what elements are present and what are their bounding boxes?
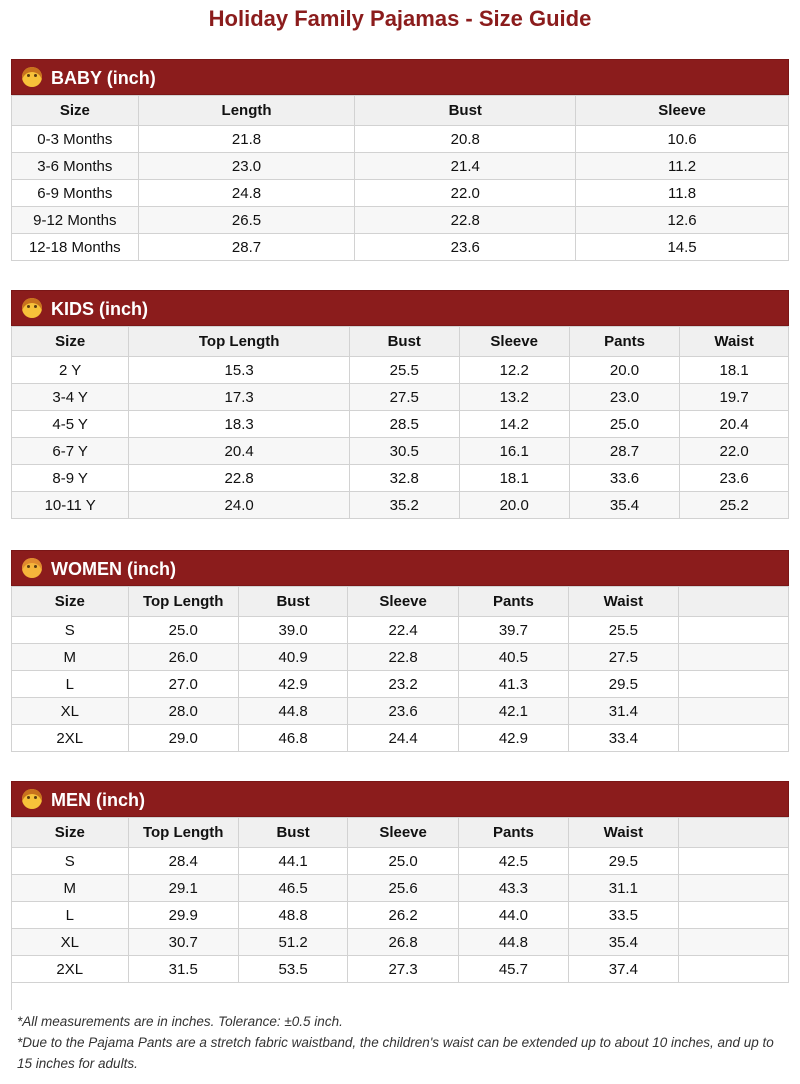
table-row <box>12 207 789 234</box>
measurement-cell: 22.0 <box>355 180 576 207</box>
measurement-cell: 23.2 <box>348 671 458 698</box>
measurement-cell: 11.8 <box>576 180 789 207</box>
measurement-cell: 46.5 <box>238 875 348 902</box>
size-cell: S <box>12 848 129 875</box>
table-row <box>12 644 789 671</box>
measurement-cell: 20.0 <box>569 357 679 384</box>
measurement-cell: 35.2 <box>349 492 459 519</box>
measurement-cell: 45.7 <box>458 956 568 983</box>
measurement-cell: 25.5 <box>349 357 459 384</box>
measurement-cell: 23.0 <box>138 153 355 180</box>
divider <box>11 940 12 1010</box>
measurement-cell: 25.5 <box>569 617 679 644</box>
measurement-cell: 23.0 <box>569 384 679 411</box>
measurement-cell: 23.6 <box>680 465 789 492</box>
size-cell: 2XL <box>12 956 129 983</box>
measurement-cell: 42.9 <box>238 671 348 698</box>
measurement-cell <box>678 698 788 725</box>
measurement-cell: 25.6 <box>348 875 458 902</box>
measurement-cell: 23.6 <box>348 698 458 725</box>
footnote: *Due to the Pajama Pants are a stretch fabric waistband, the children's waist can be extended up to about 10 inches, and up to 15 inches for adults. <box>17 1035 774 1071</box>
section-title: KIDS (inch) <box>51 299 149 319</box>
table-row <box>12 902 789 929</box>
measurement-cell: 10.6 <box>576 126 789 153</box>
measurement-cell: 27.5 <box>349 384 459 411</box>
table-row <box>12 465 789 492</box>
measurement-cell: 40.9 <box>238 644 348 671</box>
measurement-cell: 20.4 <box>680 411 789 438</box>
measurement-cell: 44.8 <box>458 929 568 956</box>
column-header: Bust <box>349 327 459 357</box>
measurement-cell: 26.2 <box>348 902 458 929</box>
measurement-cell: 28.4 <box>128 848 238 875</box>
measurement-cell: 22.0 <box>680 438 789 465</box>
column-header: Waist <box>569 818 679 848</box>
column-header: Sleeve <box>348 818 458 848</box>
measurement-cell: 18.1 <box>459 465 569 492</box>
table-row <box>12 234 789 261</box>
column-header: Pants <box>458 818 568 848</box>
size-cell: 9-12 Months <box>12 207 139 234</box>
section-baby <box>11 59 789 261</box>
measurement-cell: 18.1 <box>680 357 789 384</box>
measurement-cell: 24.4 <box>348 725 458 752</box>
section-header-kids <box>11 290 789 326</box>
size-cell: 6-7 Y <box>12 438 129 465</box>
size-cell: 8-9 Y <box>12 465 129 492</box>
measurement-cell: 22.8 <box>348 644 458 671</box>
measurement-cell: 39.7 <box>458 617 568 644</box>
section-title: MEN (inch) <box>51 790 146 810</box>
column-header: Top Length <box>128 587 238 617</box>
measurement-cell: 26.0 <box>128 644 238 671</box>
measurement-cell: 33.4 <box>569 725 679 752</box>
child-face-icon <box>22 298 42 318</box>
size-table-baby <box>11 95 789 261</box>
measurement-cell <box>678 875 788 902</box>
measurement-cell: 14.5 <box>576 234 789 261</box>
column-header: Pants <box>458 587 568 617</box>
measurement-cell <box>678 644 788 671</box>
column-header: Sleeve <box>459 327 569 357</box>
size-cell: 3-4 Y <box>12 384 129 411</box>
footnotes <box>17 1011 787 1074</box>
size-cell: XL <box>12 929 129 956</box>
table-row <box>12 357 789 384</box>
measurement-cell <box>678 725 788 752</box>
measurement-cell: 14.2 <box>459 411 569 438</box>
table-row <box>12 617 789 644</box>
measurement-cell: 24.8 <box>138 180 355 207</box>
section-kids <box>11 290 789 519</box>
measurement-cell <box>678 848 788 875</box>
measurement-cell: 30.7 <box>128 929 238 956</box>
measurement-cell: 42.5 <box>458 848 568 875</box>
measurement-cell: 12.2 <box>459 357 569 384</box>
measurement-cell: 30.5 <box>349 438 459 465</box>
measurement-cell: 44.1 <box>238 848 348 875</box>
size-cell: M <box>12 644 129 671</box>
measurement-cell: 31.5 <box>128 956 238 983</box>
column-header: Bust <box>238 587 348 617</box>
size-cell: M <box>12 875 129 902</box>
measurement-cell: 46.8 <box>238 725 348 752</box>
table-row <box>12 180 789 207</box>
measurement-cell: 13.2 <box>459 384 569 411</box>
table-row <box>12 725 789 752</box>
measurement-cell: 20.8 <box>355 126 576 153</box>
size-table-men <box>11 817 789 983</box>
section-title: WOMEN (inch) <box>51 559 176 579</box>
measurement-cell: 19.7 <box>680 384 789 411</box>
measurement-cell: 27.5 <box>569 644 679 671</box>
table-header-row <box>12 587 789 617</box>
column-header <box>678 818 788 848</box>
measurement-cell: 28.7 <box>138 234 355 261</box>
measurement-cell: 24.0 <box>129 492 350 519</box>
column-header: Size <box>12 96 139 126</box>
table-row <box>12 929 789 956</box>
measurement-cell <box>678 929 788 956</box>
measurement-cell: 18.3 <box>129 411 350 438</box>
size-cell: XL <box>12 698 129 725</box>
measurement-cell: 42.9 <box>458 725 568 752</box>
measurement-cell: 28.7 <box>569 438 679 465</box>
woman-face-icon <box>22 558 42 578</box>
measurement-cell: 32.8 <box>349 465 459 492</box>
measurement-cell: 22.8 <box>355 207 576 234</box>
measurement-cell: 27.3 <box>348 956 458 983</box>
size-cell: L <box>12 902 129 929</box>
measurement-cell: 53.5 <box>238 956 348 983</box>
column-header: Size <box>12 587 129 617</box>
measurement-cell: 25.0 <box>348 848 458 875</box>
measurement-cell: 29.0 <box>128 725 238 752</box>
measurement-cell: 26.8 <box>348 929 458 956</box>
column-header: Top Length <box>129 327 350 357</box>
column-header: Size <box>12 327 129 357</box>
measurement-cell: 25.0 <box>569 411 679 438</box>
measurement-cell: 35.4 <box>569 492 679 519</box>
measurement-cell: 15.3 <box>129 357 350 384</box>
measurement-cell: 25.2 <box>680 492 789 519</box>
measurement-cell: 29.5 <box>569 848 679 875</box>
table-header-row <box>12 818 789 848</box>
size-cell: L <box>12 671 129 698</box>
measurement-cell: 51.2 <box>238 929 348 956</box>
page-title: Holiday Family Pajamas - Size Guide <box>208 6 592 31</box>
measurement-cell: 31.1 <box>569 875 679 902</box>
size-cell: 10-11 Y <box>12 492 129 519</box>
section-women <box>11 550 789 752</box>
section-header-men <box>11 781 789 817</box>
measurement-cell: 37.4 <box>569 956 679 983</box>
measurement-cell: 43.3 <box>458 875 568 902</box>
size-cell: 2XL <box>12 725 129 752</box>
measurement-cell <box>678 671 788 698</box>
size-cell: 0-3 Months <box>12 126 139 153</box>
table-row <box>12 671 789 698</box>
table-row <box>12 956 789 983</box>
measurement-cell: 29.1 <box>128 875 238 902</box>
measurement-cell: 44.8 <box>238 698 348 725</box>
section-men <box>11 781 789 983</box>
measurement-cell: 44.0 <box>458 902 568 929</box>
measurement-cell: 33.6 <box>569 465 679 492</box>
table-row <box>12 384 789 411</box>
table-header-row <box>12 327 789 357</box>
column-header <box>678 587 788 617</box>
baby-face-icon <box>22 67 42 87</box>
measurement-cell: 12.6 <box>576 207 789 234</box>
section-header-baby <box>11 59 789 95</box>
measurement-cell: 26.5 <box>138 207 355 234</box>
size-cell: 3-6 Months <box>12 153 139 180</box>
measurement-cell: 25.0 <box>128 617 238 644</box>
measurement-cell: 28.0 <box>128 698 238 725</box>
size-cell: S <box>12 617 129 644</box>
measurement-cell <box>678 956 788 983</box>
measurement-cell <box>678 902 788 929</box>
table-row <box>12 698 789 725</box>
measurement-cell: 31.4 <box>569 698 679 725</box>
column-header: Sleeve <box>348 587 458 617</box>
footnote: *All measurements are in inches. Tolerance: ±0.5 inch. <box>17 1014 343 1029</box>
column-header: Bust <box>355 96 576 126</box>
column-header: Length <box>138 96 355 126</box>
table-row <box>12 126 789 153</box>
measurement-cell: 39.0 <box>238 617 348 644</box>
section-header-women <box>11 550 789 586</box>
measurement-cell: 29.5 <box>569 671 679 698</box>
table-row <box>12 438 789 465</box>
column-header: Bust <box>238 818 348 848</box>
measurement-cell: 22.8 <box>129 465 350 492</box>
table-row <box>12 875 789 902</box>
measurement-cell: 16.1 <box>459 438 569 465</box>
measurement-cell: 28.5 <box>349 411 459 438</box>
size-cell: 2 Y <box>12 357 129 384</box>
measurement-cell: 21.8 <box>138 126 355 153</box>
measurement-cell: 41.3 <box>458 671 568 698</box>
measurement-cell: 11.2 <box>576 153 789 180</box>
column-header: Sleeve <box>576 96 789 126</box>
measurement-cell: 17.3 <box>129 384 350 411</box>
measurement-cell: 22.4 <box>348 617 458 644</box>
measurement-cell: 33.5 <box>569 902 679 929</box>
measurement-cell: 20.4 <box>129 438 350 465</box>
column-header: Waist <box>569 587 679 617</box>
size-cell: 4-5 Y <box>12 411 129 438</box>
measurement-cell: 42.1 <box>458 698 568 725</box>
size-cell: 6-9 Months <box>12 180 139 207</box>
measurement-cell: 23.6 <box>355 234 576 261</box>
measurement-cell: 21.4 <box>355 153 576 180</box>
table-row <box>12 411 789 438</box>
column-header: Pants <box>569 327 679 357</box>
size-cell: 12-18 Months <box>12 234 139 261</box>
measurement-cell <box>678 617 788 644</box>
section-title: BABY (inch) <box>51 68 156 88</box>
size-table-women <box>11 586 789 752</box>
measurement-cell: 35.4 <box>569 929 679 956</box>
table-row <box>12 153 789 180</box>
man-face-icon <box>22 789 42 809</box>
column-header: Size <box>12 818 129 848</box>
size-table-kids <box>11 326 789 519</box>
table-header-row <box>12 96 789 126</box>
measurement-cell: 20.0 <box>459 492 569 519</box>
measurement-cell: 48.8 <box>238 902 348 929</box>
measurement-cell: 27.0 <box>128 671 238 698</box>
measurement-cell: 29.9 <box>128 902 238 929</box>
column-header: Top Length <box>128 818 238 848</box>
table-row <box>12 848 789 875</box>
table-row <box>12 492 789 519</box>
measurement-cell: 40.5 <box>458 644 568 671</box>
column-header: Waist <box>680 327 789 357</box>
